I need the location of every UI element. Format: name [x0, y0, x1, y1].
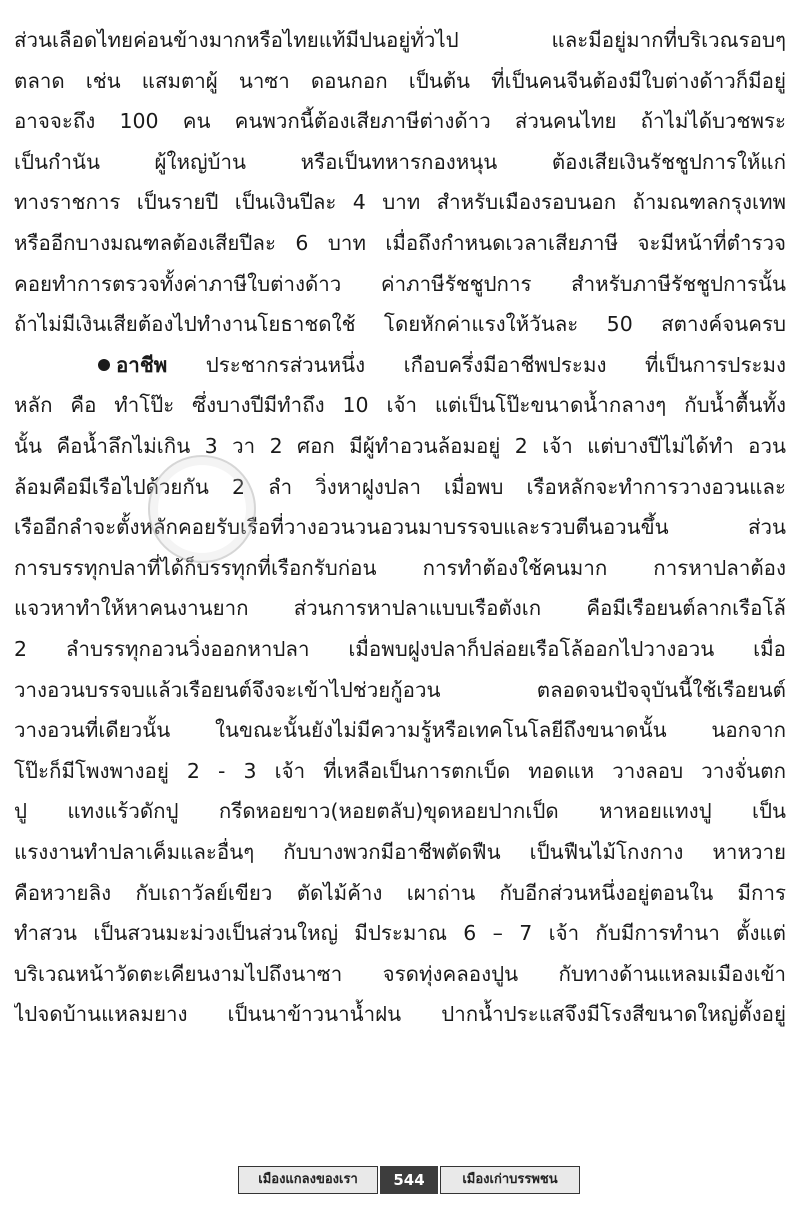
paragraph-line: การบรรทุกปลาที่ได้ก็บรรทุกที่เรือกรับก่อน การทำต้องใช้คนมาก การหาปลาต้อง [14, 555, 786, 580]
paragraph-line: แจวหาทำให้หาคนงานยาก ส่วนการหาปลาแบบเรือตังเก คือมีเรือยนต์ลากเรือโล้ [14, 596, 786, 621]
paragraph-line: ปู แทงแร้วดักปู กรีดหอยขาว(หอยตลับ)ขุดหอยปากเป็ด หาหอยแทงปู เป็น [14, 799, 786, 824]
paragraph-line: ถ้าไม่มีเงินเสียต้องไปทำงานโยธาชดใช้ โดยหักค่าแรงให้วันละ 50 สตางค์จนครบ [14, 312, 786, 337]
footer-book-title: เมืองแกลงของเรา [238, 1166, 378, 1194]
paragraph-line: ไปจดบ้านแหลมยาง เป็นนาข้าวนาน้ำฝน ปากน้ำประแสจึงมีโรงสีขนาดใหญ่ตั้งอยู่ [14, 1002, 786, 1027]
paragraph-line: ล้อมคือมีเรือไปด้วยกัน 2 ลำ วิ่งหาฝูงปลา เมื่อพบ เรือหลักจะทำการวางอวนและ [14, 474, 786, 499]
faint-circular-stamp [148, 455, 256, 563]
paragraph-line: หรืออีกบางมณฑลต้องเสียปีละ 6 บาท เมื่อถึงกำหนดเวลาเสียภาษี จะมีหน้าที่ตำรวจ [14, 231, 786, 255]
paragraph-line: คือหวายลิง กับเถาวัลย์เขียว ตัดไม้ค้าง เผาถ่าน กับอีกส่วนหนึ่งอยู่ตอนใน มีการ [14, 880, 786, 905]
paragraph-line: เป็นกำนัน ผู้ใหญ่บ้าน หรือเป็นทหารกองหนุน ต้องเสียเงินรัชชูปการให้แก่ [14, 149, 786, 174]
bullet-icon [98, 359, 110, 371]
page-number: 544 [380, 1166, 438, 1194]
page-footer [0, 1166, 800, 1194]
paragraph-line: นั้น คือน้ำลึกไม่เกิน 3 วา 2 ศอก มีผู้ทำอวนล้อมอยู่ 2 เจ้า แต่บางปีไม่ได้ทำ อวน [14, 434, 786, 458]
paragraph-line: เรืออีกลำจะตั้งหลักคอยรับเรือที่วางอวนวนอวนมาบรรจบและรวบตีนอวนขึ้น ส่วน [14, 515, 786, 540]
paragraph-line: วางอวนที่เดียวนั้น ในขณะนั้นยังไม่มีความรู้หรือเทคโนโลยีถึงขนาดนั้น นอกจาก [14, 718, 786, 743]
paragraph-line: หลัก คือ ทำโป๊ะ ซึ่งบางปีมีทำถึง 10 เจ้า แต่เป็นโป๊ะขนาดน้ำกลางๆ กับน้ำตื้นทั้ง [14, 393, 786, 418]
paragraph-line: แรงงานทำปลาเค็มและอื่นๆ กับบางพวกมีอาชีพตัดฟืน เป็นฟืนไม้โกงกาง หาหวาย [14, 840, 786, 864]
section-heading: อาชีพ [116, 352, 168, 377]
section-first-line: ประชากรส่วนหนึ่ง เกือบครึ่งมีอาชีพประมง ที่เป็นการประมง [205, 352, 786, 377]
paragraph-line: ส่วนเลือดไทยค่อนข้างมากหรือไทยแท้มีปนอยู่ทั่วไป และมีอยู่มากที่บริเวณรอบๆ [14, 28, 786, 52]
footer-chapter-title: เมืองเก่าบรรพชน [440, 1166, 580, 1194]
paragraph-line: บริเวณหน้าวัดตะเคียนงามไปถึงนาซา จรดทุ่งคลองปูน กับทางด้านแหลมเมืองเข้า [14, 961, 786, 986]
paragraph-line: โป๊ะก็มีโพงพางอยู่ 2 - 3 เจ้า ที่เหลือเป็นการตกเบ็ด ทอดแห วางลอบ วางจั่นตก [14, 758, 786, 783]
paragraph-line: อาจจะถึง 100 คน คนพวกนี้ต้องเสียภาษีต่างด้าว ส่วนคนไทย ถ้าไม่ได้บวชพระ [14, 109, 786, 134]
paragraph-line: คอยทำการตรวจทั้งค่าภาษีใบต่างด้าว ค่าภาษีรัชชูปการ สำหรับภาษีรัชชูปการนั้น [14, 271, 786, 296]
paragraph-line: ทางราชการ เป็นรายปี เป็นเงินปีละ 4 บาท สำหรับเมืองรอบนอก ถ้ามณฑลกรุงเทพ [14, 190, 786, 215]
paragraph-line: วางอวนบรรจบแล้วเรือยนต์จึงจะเข้าไปช่วยกู้อวน ตลอดจนปัจจุบันนี้ใช้เรือยนต์ [14, 677, 786, 702]
section-heading-line [98, 345, 786, 385]
paragraph-line: ตลาด เช่น แสมตาผู้ นาซา ดอนกอก เป็นต้น ที่เป็นคนจีนต้องมีใบต่างด้าวก็มีอยู่ [14, 68, 786, 93]
paragraph-line: ทำสวน เป็นสวนมะม่วงเป็นส่วนใหญ่ มีประมาณ 6 – 7 เจ้า กับมีการทำนา ตั้งแต่ [14, 921, 786, 946]
paragraph-line: 2 ลำบรรทุกอวนวิ่งออกหาปลา เมื่อพบฝูงปลาก็ปล่อยเรือโล้ออกไปวางอวน เมื่อ [14, 637, 786, 661]
